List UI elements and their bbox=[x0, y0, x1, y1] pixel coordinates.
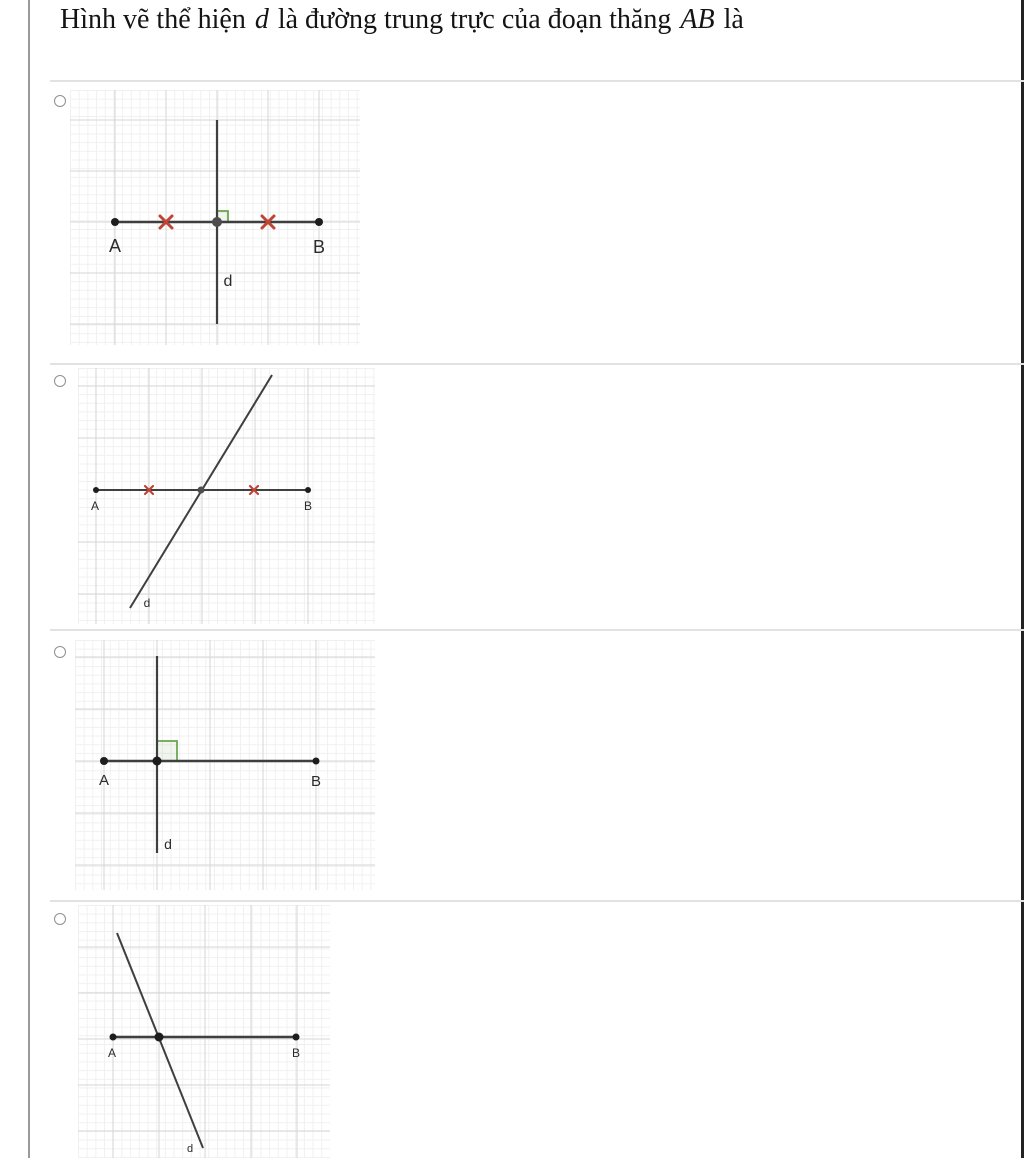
radio-button-option-1[interactable] bbox=[54, 95, 66, 107]
question-text: Hình vẽ thể hiện bbox=[60, 4, 246, 35]
option-2-diagram bbox=[78, 368, 375, 624]
point-a bbox=[111, 218, 119, 226]
label-a: A bbox=[108, 236, 122, 256]
divider bbox=[50, 629, 1024, 631]
point-a bbox=[110, 1034, 117, 1041]
math-ab: AB bbox=[680, 4, 715, 35]
radio-button-option-2[interactable] bbox=[54, 375, 66, 387]
label-d: d bbox=[164, 836, 172, 852]
option-1-diagram bbox=[70, 90, 360, 345]
point-b bbox=[305, 487, 311, 493]
label-d: d bbox=[143, 596, 151, 610]
foot-point bbox=[155, 1033, 164, 1042]
foot-point bbox=[153, 757, 162, 766]
divider bbox=[50, 80, 1024, 82]
label-b: B bbox=[310, 773, 322, 790]
label-a: A bbox=[98, 772, 110, 789]
label-b: B bbox=[312, 237, 326, 257]
point-b bbox=[293, 1034, 300, 1041]
question-text: là đường trung trực của đoạn thăng bbox=[277, 4, 672, 35]
question-text: là bbox=[723, 4, 744, 35]
label-d: d bbox=[186, 1143, 194, 1155]
label-a: A bbox=[90, 499, 100, 513]
radio-button-option-3[interactable] bbox=[54, 646, 66, 658]
question-title bbox=[60, 4, 744, 36]
divider bbox=[50, 900, 1024, 902]
midpoint bbox=[212, 217, 222, 227]
math-d: d bbox=[254, 4, 269, 35]
label-a: A bbox=[107, 1046, 117, 1060]
radio-button-option-4[interactable] bbox=[54, 913, 66, 925]
point-a bbox=[93, 487, 99, 493]
label-d: d bbox=[223, 273, 233, 290]
option-4-diagram bbox=[78, 905, 330, 1158]
divider bbox=[50, 363, 1024, 365]
point-b bbox=[315, 218, 323, 226]
option-3-diagram bbox=[75, 640, 375, 890]
label-b: B bbox=[291, 1046, 301, 1060]
point-b bbox=[313, 758, 320, 765]
page-left-border bbox=[28, 0, 30, 1158]
midpoint bbox=[198, 487, 205, 494]
label-b: B bbox=[303, 499, 313, 513]
point-a bbox=[100, 757, 108, 765]
